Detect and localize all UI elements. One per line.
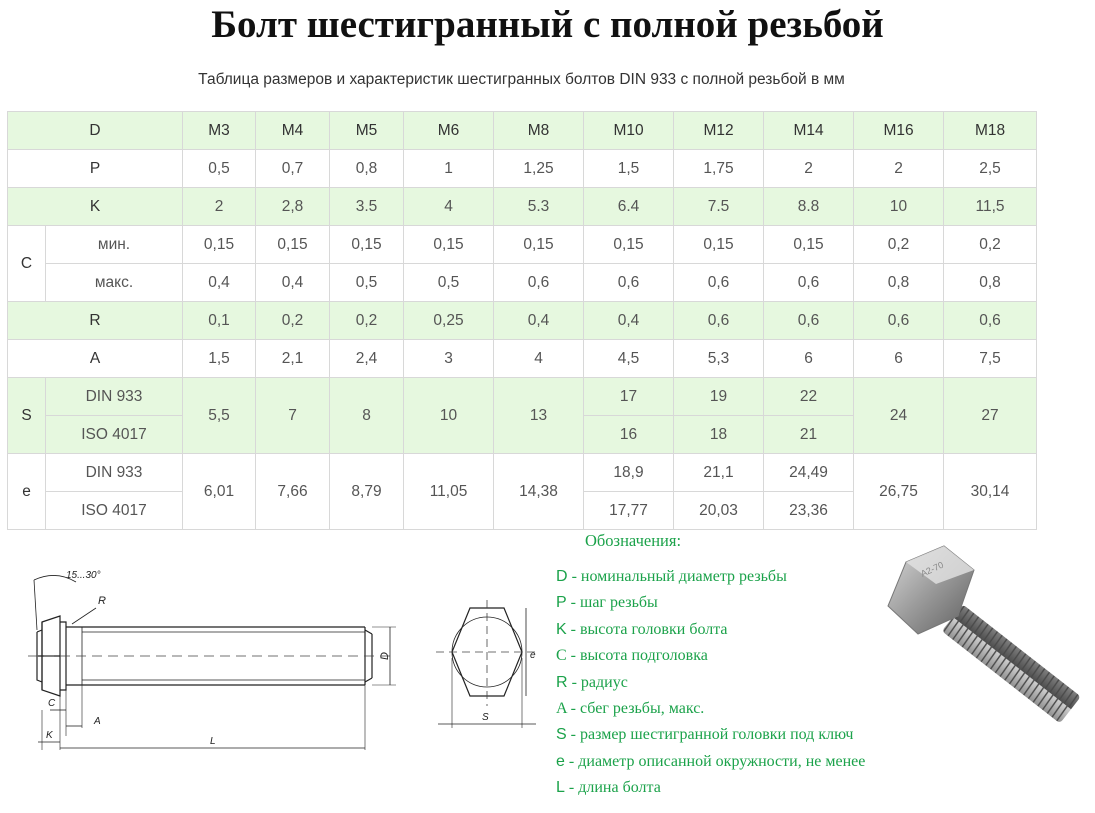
table-cell: 27 <box>944 378 1037 454</box>
table-cell: 8.8 <box>764 188 854 226</box>
sub-label-iso: ISO 4017 <box>46 416 183 454</box>
bolt-photo <box>878 540 1088 740</box>
s-label: S <box>482 712 489 723</box>
table-cell: 1,25 <box>494 150 584 188</box>
table-cell: 5,5 <box>183 378 256 454</box>
row-label-a: A <box>8 340 183 378</box>
legend-text: - шаг резьбы <box>566 594 658 612</box>
table-cell: 23,36 <box>764 492 854 530</box>
table-cell: 0,2 <box>256 302 330 340</box>
table-cell: 11,5 <box>944 188 1037 226</box>
table-cell: M6 <box>404 112 494 150</box>
table-cell: 24,49 <box>764 454 854 492</box>
legend-item <box>556 564 926 590</box>
table-cell: 6.4 <box>584 188 674 226</box>
legend-item <box>556 617 926 643</box>
table-cell: 1 <box>404 150 494 188</box>
table-cell: 1,5 <box>584 150 674 188</box>
table-cell: 0,2 <box>330 302 404 340</box>
table-cell: 13 <box>494 378 584 454</box>
table-cell: 22 <box>764 378 854 416</box>
legend-item <box>556 696 926 722</box>
table-cell: 0,6 <box>854 302 944 340</box>
table-cell: 7,66 <box>256 454 330 530</box>
table-cell: 17 <box>584 378 674 416</box>
table-cell: 5.3 <box>494 188 584 226</box>
table-cell: 4 <box>494 340 584 378</box>
row-e-din <box>8 454 1037 492</box>
row-label-e: e <box>8 454 46 530</box>
legend-symbol: e <box>556 752 565 770</box>
page-title: Болт шестигранный с полной резьбой <box>211 3 884 46</box>
table-cell: 0,6 <box>764 302 854 340</box>
head-marking: A2-70 <box>919 559 946 579</box>
table-cell: M4 <box>256 112 330 150</box>
table-cell: 26,75 <box>854 454 944 530</box>
sub-label-iso: ISO 4017 <box>46 492 183 530</box>
legend-text: - высота подголовка <box>566 647 708 665</box>
row-label-d: D <box>8 112 183 150</box>
legend-item <box>556 590 926 616</box>
e-label: e <box>530 650 536 661</box>
table-cell: 7.5 <box>674 188 764 226</box>
legend-item <box>556 722 926 748</box>
legend-item <box>556 670 926 696</box>
table-cell: 5,3 <box>674 340 764 378</box>
table-cell: 18 <box>674 416 764 454</box>
legend-symbol: R <box>556 673 568 691</box>
table-cell: M14 <box>764 112 854 150</box>
sub-label-din: DIN 933 <box>46 454 183 492</box>
table-cell: M16 <box>854 112 944 150</box>
legend-text: - размер шестигранной головки под ключ <box>566 726 854 744</box>
table-cell: 0,6 <box>764 264 854 302</box>
table-cell: 0,6 <box>494 264 584 302</box>
table-cell: M8 <box>494 112 584 150</box>
table-cell: 21,1 <box>674 454 764 492</box>
table-cell: 0,6 <box>674 302 764 340</box>
table-caption: Таблица размеров и характеристик шестигранных болтов DIN 933 с полной резьбой в мм <box>198 71 845 88</box>
table-cell: 0,4 <box>183 264 256 302</box>
table-cell: 2 <box>183 188 256 226</box>
table-cell: M18 <box>944 112 1037 150</box>
row-r <box>8 302 1037 340</box>
c-label: C <box>48 698 56 709</box>
table-cell: 0,6 <box>944 302 1037 340</box>
table-cell: M3 <box>183 112 256 150</box>
diameter-label: D <box>379 652 391 660</box>
table-cell: 2 <box>854 150 944 188</box>
row-c-min <box>8 226 1037 264</box>
legend-list <box>556 564 926 802</box>
table-cell: 2,1 <box>256 340 330 378</box>
table-cell: 0,8 <box>944 264 1037 302</box>
row-d <box>8 112 1037 150</box>
table-cell: 0,8 <box>330 150 404 188</box>
table-cell: M5 <box>330 112 404 150</box>
row-label-c: C <box>8 226 46 302</box>
legend-item <box>556 775 926 801</box>
sub-label-min: мин. <box>46 226 183 264</box>
sub-label-din: DIN 933 <box>46 378 183 416</box>
bolt-side-drawing <box>20 560 410 760</box>
l-label: L <box>210 736 216 747</box>
table-cell: 2,8 <box>256 188 330 226</box>
table-cell: 0,4 <box>256 264 330 302</box>
table-cell: 0,15 <box>584 226 674 264</box>
table-cell: 0,2 <box>854 226 944 264</box>
table-cell: 2,4 <box>330 340 404 378</box>
table-cell: 4 <box>404 188 494 226</box>
legend-text: - диаметр описанной окружности, не менее <box>564 752 866 770</box>
table-cell: 10 <box>854 188 944 226</box>
table-cell: M10 <box>584 112 674 150</box>
row-label-p: P <box>8 150 183 188</box>
table-cell: 0,15 <box>404 226 494 264</box>
legend-symbol: D <box>556 568 568 585</box>
dimensions-table <box>7 111 1037 530</box>
table-cell: 0,15 <box>183 226 256 264</box>
row-s-din <box>8 378 1037 416</box>
row-c-max <box>8 264 1037 302</box>
row-label-r: R <box>8 302 183 340</box>
row-k <box>8 188 1037 226</box>
legend-item <box>556 749 926 775</box>
table-cell: 19 <box>674 378 764 416</box>
table-cell: 0,5 <box>330 264 404 302</box>
table-cell: 0,25 <box>404 302 494 340</box>
table-cell: 0,4 <box>494 302 584 340</box>
table-cell: 6 <box>764 340 854 378</box>
table-cell: 0,6 <box>584 264 674 302</box>
legend-text: - радиус <box>567 673 628 691</box>
table-cell: 6 <box>854 340 944 378</box>
table-cell: 0,15 <box>674 226 764 264</box>
table-cell: 0,15 <box>764 226 854 264</box>
legend-symbol: C <box>556 647 567 665</box>
a-label: A <box>94 716 101 727</box>
table-cell: 7 <box>256 378 330 454</box>
radius-label: R <box>98 595 106 607</box>
legend-text: - высота головки болта <box>566 620 728 638</box>
table-cell: 0,5 <box>183 150 256 188</box>
legend-symbol: P <box>556 594 567 612</box>
table-cell: 24 <box>854 378 944 454</box>
legend-symbol: K <box>556 620 567 638</box>
table-cell: 7,5 <box>944 340 1037 378</box>
table-cell: 2 <box>764 150 854 188</box>
table-cell: 1,75 <box>674 150 764 188</box>
table-cell: 0,15 <box>494 226 584 264</box>
legend-symbol: A <box>556 699 567 717</box>
table-cell: 0,4 <box>584 302 674 340</box>
table-cell: 18,9 <box>584 454 674 492</box>
legend-item <box>556 643 926 669</box>
table-cell: 3.5 <box>330 188 404 226</box>
legend-title: Обозначения: <box>585 531 682 550</box>
table-cell: 16 <box>584 416 674 454</box>
angle-label: 15...30° <box>66 570 101 581</box>
table-cell: 2,5 <box>944 150 1037 188</box>
table-cell: 17,77 <box>584 492 674 530</box>
table-cell: 8 <box>330 378 404 454</box>
table-cell: 11,05 <box>404 454 494 530</box>
table-cell: 0,8 <box>854 264 944 302</box>
row-label-k: K <box>8 188 183 226</box>
k-label: K <box>46 730 53 741</box>
table-cell: 20,03 <box>674 492 764 530</box>
legend-symbol: L <box>556 779 565 797</box>
table-cell: 6,01 <box>183 454 256 530</box>
table-cell: 0,5 <box>404 264 494 302</box>
row-a <box>8 340 1037 378</box>
table-cell: 0,1 <box>183 302 256 340</box>
table-cell: 0,15 <box>330 226 404 264</box>
table-cell: 21 <box>764 416 854 454</box>
row-label-s: S <box>8 378 46 454</box>
legend-text: - сбег резьбы, макс. <box>566 699 705 717</box>
table-cell: 3 <box>404 340 494 378</box>
table-cell: 14,38 <box>494 454 584 530</box>
legend-text: - номинальный диаметр резьбы <box>567 568 787 585</box>
table-cell: 0,6 <box>674 264 764 302</box>
table-cell: 0,7 <box>256 150 330 188</box>
legend-symbol: S <box>556 726 567 744</box>
table-cell: 0,15 <box>256 226 330 264</box>
table-cell: 0,2 <box>944 226 1037 264</box>
table-cell: M12 <box>674 112 764 150</box>
table-cell: 1,5 <box>183 340 256 378</box>
table-cell: 30,14 <box>944 454 1037 530</box>
row-p <box>8 150 1037 188</box>
hex-head-drawing <box>428 600 548 740</box>
table-cell: 4,5 <box>584 340 674 378</box>
table-cell: 10 <box>404 378 494 454</box>
table-cell: 8,79 <box>330 454 404 530</box>
legend-text: - длина болта <box>564 779 661 797</box>
sub-label-max: макс. <box>46 264 183 302</box>
